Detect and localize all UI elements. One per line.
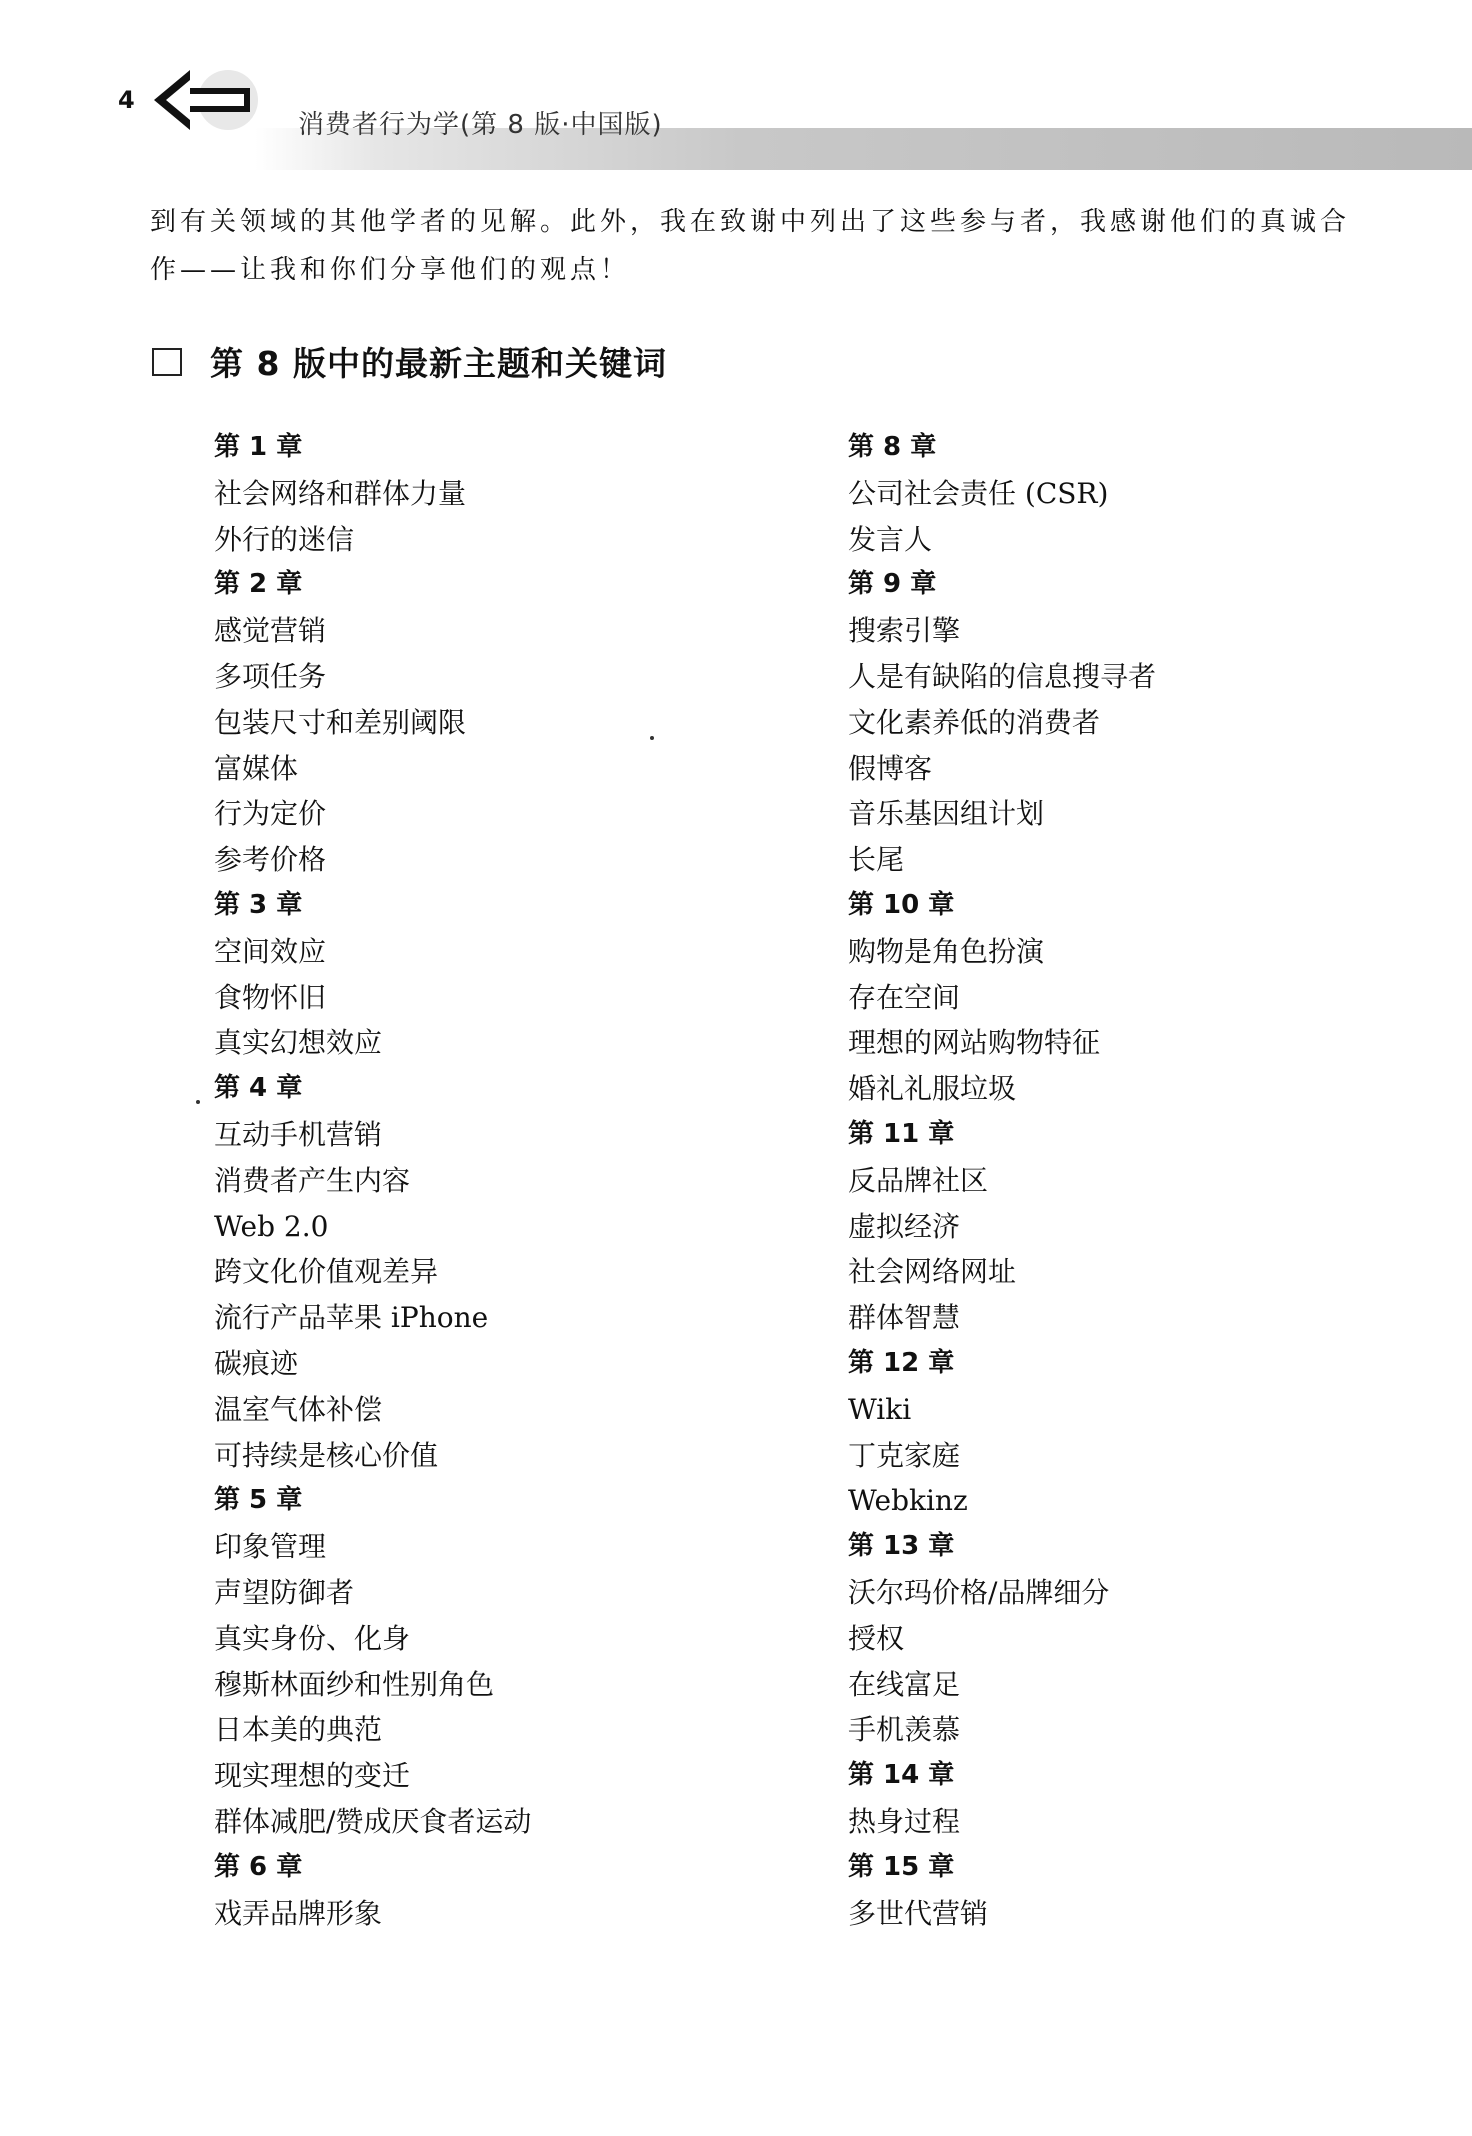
keyword-item: 在线富足	[848, 1667, 961, 1701]
stray-dot	[650, 736, 654, 740]
keyword-item: 购物是角色扮演	[848, 934, 1045, 968]
keyword-item: 包装尺寸和差别阈限	[214, 705, 467, 739]
keyword-item: 食物怀旧	[214, 980, 327, 1014]
keyword-item: 穆斯林面纱和性别角色	[214, 1667, 495, 1701]
intro-paragraph	[150, 198, 1380, 294]
page-number: 4	[118, 86, 135, 114]
checkbox-icon	[152, 348, 182, 376]
keyword-item: 热身过程	[848, 1804, 961, 1838]
keyword-item: Web 2.0	[214, 1209, 329, 1243]
left-keyword-column	[214, 425, 531, 1936]
section-heading	[152, 338, 667, 385]
keyword-item: 反品牌社区	[848, 1163, 989, 1197]
keyword-item: 富媒体	[214, 751, 299, 785]
keyword-item: 社会网络网址	[848, 1255, 1017, 1289]
keyword-item: 授权	[848, 1621, 905, 1655]
keyword-item: 虚拟经济	[848, 1209, 961, 1243]
chapter-heading: 第 8 章	[848, 432, 937, 462]
keyword-item: 碳痕迹	[214, 1346, 299, 1380]
keyword-item: 人是有缺陷的信息搜寻者	[848, 659, 1157, 693]
stray-dot	[196, 1100, 200, 1104]
keyword-item: 丁克家庭	[848, 1438, 961, 1472]
keyword-item: 沃尔玛价格/品牌细分	[848, 1575, 1110, 1609]
keyword-item: 可持续是核心价值	[214, 1438, 439, 1472]
left-arrow-icon	[150, 62, 260, 142]
keyword-item: 温室气体补偿	[214, 1392, 383, 1426]
keyword-item: 存在空间	[848, 980, 961, 1014]
chapter-heading: 第 12 章	[848, 1347, 955, 1378]
intro-line: 作——让我和你们分享他们的观点！	[150, 255, 631, 285]
keyword-item: 戏弄品牌形象	[214, 1896, 383, 1930]
keyword-item: Webkinz	[848, 1484, 968, 1518]
section-title: 第 8 版中的最新主题和关键词	[210, 344, 667, 383]
keyword-item: 消费者产生内容	[214, 1163, 411, 1197]
keyword-item: 跨文化价值观差异	[214, 1255, 439, 1289]
keyword-item: 发言人	[848, 522, 933, 556]
chapter-heading: 第 10 章	[848, 889, 955, 920]
chapter-heading: 第 2 章	[214, 569, 303, 600]
keyword-item: 外行的迷信	[214, 522, 355, 556]
keyword-item: 真实身份、化身	[214, 1621, 411, 1655]
chapter-heading: 第 4 章	[214, 1073, 303, 1104]
chapter-heading: 第 11 章	[848, 1118, 955, 1149]
keyword-item: 互动手机营销	[214, 1117, 383, 1151]
keyword-item: 行为定价	[214, 797, 327, 831]
keyword-item: 长尾	[848, 843, 905, 877]
keyword-item: 真实幻想效应	[214, 1026, 383, 1060]
keyword-item: 感觉营销	[214, 614, 327, 648]
keyword-item: 手机羡慕	[848, 1713, 961, 1747]
keyword-item: 多项任务	[214, 659, 327, 693]
chapter-heading: 第 6 章	[214, 1851, 303, 1882]
keyword-item: 印象管理	[214, 1530, 327, 1564]
chapter-heading: 第 5 章	[214, 1485, 303, 1516]
chapter-heading: 第 3 章	[214, 889, 303, 920]
keyword-item: Wiki	[848, 1392, 912, 1426]
intro-line: 到有关领域的其他学者的见解。此外，我在致谢中列出了这些参与者，我感谢他们的真诚合	[150, 207, 1351, 237]
keyword-item: 假博客	[848, 751, 933, 785]
keyword-item: 声望防御者	[214, 1575, 355, 1609]
chapter-heading: 第 15 章	[848, 1851, 955, 1882]
keyword-item: 参考价格	[214, 843, 327, 877]
keyword-item: 群体减肥/赞成厌食者运动	[214, 1804, 532, 1838]
book-title: 消费者行为学(第 8 版·中国版)	[298, 110, 663, 140]
keyword-item: 现实理想的变迁	[214, 1759, 411, 1793]
keyword-item: 文化素养低的消费者	[848, 705, 1101, 739]
keyword-item: 理想的网站购物特征	[848, 1026, 1101, 1060]
keyword-item: 流行产品苹果 iPhone	[214, 1301, 489, 1335]
keyword-item: 日本美的典范	[214, 1713, 383, 1747]
chapter-heading: 第 1 章	[214, 432, 303, 462]
keyword-item: 多世代营销	[848, 1896, 989, 1930]
chapter-heading: 第 9 章	[848, 569, 937, 600]
keyword-item: 音乐基因组计划	[848, 797, 1045, 831]
keyword-item: 社会网络和群体力量	[214, 476, 467, 510]
right-keyword-column	[848, 425, 1156, 1936]
keyword-item: 群体智慧	[848, 1301, 961, 1335]
chapter-heading: 第 14 章	[848, 1760, 955, 1791]
chapter-heading: 第 13 章	[848, 1531, 955, 1562]
keyword-item: 空间效应	[214, 934, 327, 968]
keyword-item: 搜索引擎	[848, 614, 961, 648]
keyword-item: 婚礼礼服垃圾	[848, 1072, 1017, 1106]
keyword-item: 公司社会责任 (CSR)	[848, 476, 1109, 510]
